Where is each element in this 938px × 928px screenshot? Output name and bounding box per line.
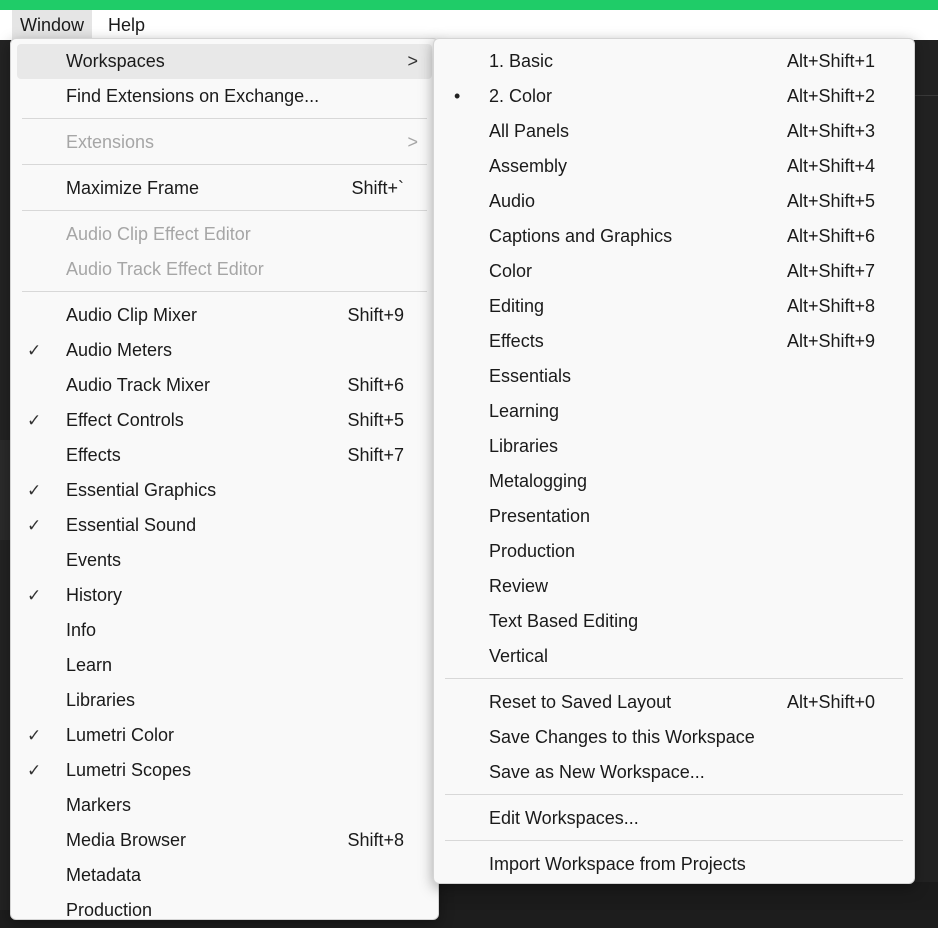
menu-item-label: Edit Workspaces... xyxy=(489,808,639,828)
menu-item-essential-graphics[interactable] xyxy=(11,473,438,508)
app-background-panel xyxy=(0,440,10,540)
menu-item-audio-meters[interactable] xyxy=(11,333,438,368)
menu-item-label: Essentials xyxy=(489,366,572,386)
menu-separator xyxy=(22,164,427,165)
app-background-right xyxy=(914,40,938,882)
menu-item-label: Learning xyxy=(489,401,560,421)
workspace-item-color[interactable] xyxy=(434,254,914,289)
menu-item-shortcut: Alt+Shift+4 xyxy=(787,156,876,176)
menu-item-label: Metalogging xyxy=(489,471,588,491)
menu-item-shortcut: Alt+Shift+2 xyxy=(787,86,876,106)
workspace-item-editing[interactable] xyxy=(434,289,914,324)
menu-item-label: Effects xyxy=(66,445,121,465)
menu-item-label: Save Changes to this Workspace xyxy=(489,727,755,747)
menu-item-label: Find Extensions on Exchange... xyxy=(66,86,320,106)
checkmark-icon: ✓ xyxy=(27,341,42,360)
menu-item-lumetri-scopes[interactable] xyxy=(11,753,438,788)
menu-item-shortcut: Alt+Shift+0 xyxy=(787,692,876,712)
submenu-arrow-icon: > xyxy=(407,51,418,71)
checkmark-icon: ✓ xyxy=(27,726,42,745)
menu-item-label: Production xyxy=(66,900,153,920)
menu-item-label: Import Workspace from Projects xyxy=(489,854,746,874)
menu-item-label: Markers xyxy=(66,795,132,815)
menu-item-label: Audio Meters xyxy=(66,340,173,360)
menu-separator xyxy=(445,840,903,841)
menu-item-label: Assembly xyxy=(489,156,568,176)
menu-item-label: History xyxy=(66,585,123,605)
workspace-item-learning[interactable] xyxy=(434,394,914,429)
menu-item-label: Extensions xyxy=(66,132,155,152)
menu-item-label: Lumetri Color xyxy=(66,725,175,745)
menu-item-label: Color xyxy=(489,261,533,281)
app-background-bottom xyxy=(438,882,938,910)
menu-item-libraries[interactable] xyxy=(11,683,438,718)
workspace-item-presentation[interactable] xyxy=(434,499,914,534)
menu-item-label: 1. Basic xyxy=(489,51,554,71)
app-top-accent-bar xyxy=(0,0,938,10)
menu-item-find-extensions[interactable] xyxy=(11,79,438,114)
menu-item-media-browser[interactable] xyxy=(11,823,438,858)
menu-separator xyxy=(22,210,427,211)
menu-item-shortcut: Shift+6 xyxy=(347,375,404,395)
checkmark-icon: ✓ xyxy=(27,516,42,535)
menu-item-production[interactable] xyxy=(11,893,438,928)
menu-item-label: Presentation xyxy=(489,506,591,526)
menu-item-label: Libraries xyxy=(66,690,136,710)
menu-item-shortcut: Shift+7 xyxy=(347,445,404,465)
window-menu xyxy=(10,38,439,920)
menu-item-extensions xyxy=(11,125,438,160)
menu-item-label: Effect Controls xyxy=(66,410,184,430)
menu-item-label: Audio xyxy=(489,191,536,211)
menu-item-shortcut: Alt+Shift+1 xyxy=(787,51,876,71)
checkmark-icon: ✓ xyxy=(27,481,42,500)
workspace-item-captions-graphics[interactable] xyxy=(434,219,914,254)
workspace-item-edit-workspaces[interactable] xyxy=(434,801,914,836)
menu-item-label: Lumetri Scopes xyxy=(66,760,192,780)
menu-item-label: Editing xyxy=(489,296,545,316)
menu-item-label: Audio Track Mixer xyxy=(66,375,211,395)
workspace-item-audio[interactable] xyxy=(434,184,914,219)
workspace-item-basic[interactable] xyxy=(434,44,914,79)
checkmark-icon: ✓ xyxy=(27,761,42,780)
menu-item-audio-track-effect-editor xyxy=(11,252,438,287)
menu-item-label: Essential Graphics xyxy=(66,480,217,500)
workspace-item-review[interactable] xyxy=(434,569,914,604)
menu-item-shortcut: Alt+Shift+7 xyxy=(787,261,876,281)
workspace-item-all-panels[interactable] xyxy=(434,114,914,149)
menu-item-label: Learn xyxy=(66,655,113,675)
menu-item-label: Captions and Graphics xyxy=(489,226,673,246)
menu-separator xyxy=(445,794,903,795)
menu-item-shortcut: Alt+Shift+8 xyxy=(787,296,876,316)
workspace-item-text-based-editing[interactable] xyxy=(434,604,914,639)
menu-item-label: Libraries xyxy=(489,436,559,456)
menu-item-audio-track-mixer[interactable] xyxy=(11,368,438,403)
workspace-item-assembly[interactable] xyxy=(434,149,914,184)
menu-item-shortcut: Alt+Shift+9 xyxy=(787,331,876,351)
workspace-item-save-new[interactable] xyxy=(434,755,914,790)
menu-item-metadata[interactable] xyxy=(11,858,438,893)
active-bullet-icon: • xyxy=(454,86,461,106)
menu-help[interactable]: Help xyxy=(108,15,146,35)
menu-item-info[interactable] xyxy=(11,613,438,648)
menu-item-shortcut: Alt+Shift+6 xyxy=(787,226,876,246)
menu-item-label: Info xyxy=(66,620,97,640)
menu-item-label: Workspaces xyxy=(66,51,165,71)
menu-item-lumetri-color[interactable] xyxy=(11,718,438,753)
submenu-arrow-icon: > xyxy=(407,132,418,152)
menu-item-label: Reset to Saved Layout xyxy=(489,692,672,712)
menu-item-label: Essential Sound xyxy=(66,515,197,535)
menu-item-effects[interactable] xyxy=(11,438,438,473)
workspace-item-libraries[interactable] xyxy=(434,429,914,464)
menu-item-label: Metadata xyxy=(66,865,142,885)
workspace-item-vertical[interactable] xyxy=(434,639,914,674)
workspace-item-metalogging[interactable] xyxy=(434,464,914,499)
menu-item-label: Audio Track Effect Editor xyxy=(66,259,264,279)
menu-bar xyxy=(0,10,938,40)
menu-item-markers[interactable] xyxy=(11,788,438,823)
menu-separator xyxy=(22,118,427,119)
checkmark-icon: ✓ xyxy=(27,411,42,430)
menu-item-learn[interactable] xyxy=(11,648,438,683)
menu-item-label: Events xyxy=(66,550,122,570)
workspace-item-effects[interactable] xyxy=(434,324,914,359)
menu-item-label: Save as New Workspace... xyxy=(489,762,705,782)
checkmark-icon: ✓ xyxy=(27,586,42,605)
menu-item-history[interactable] xyxy=(11,578,438,613)
menu-item-label: Effects xyxy=(489,331,544,351)
menu-item-essential-sound[interactable] xyxy=(11,508,438,543)
menu-window[interactable]: Window xyxy=(12,10,92,40)
menu-item-label: Text Based Editing xyxy=(489,611,639,631)
menu-item-label: Production xyxy=(489,541,576,561)
menu-item-effect-controls[interactable] xyxy=(11,403,438,438)
menu-item-label: Audio Clip Mixer xyxy=(66,305,198,325)
menu-separator xyxy=(22,291,427,292)
workspaces-submenu xyxy=(433,38,915,884)
menu-item-label: Review xyxy=(489,576,549,596)
workspace-item-production[interactable] xyxy=(434,534,914,569)
menu-item-maximize-frame[interactable] xyxy=(11,171,438,206)
menu-item-label: Vertical xyxy=(489,646,549,666)
menu-item-shortcut: Shift+9 xyxy=(347,305,404,325)
workspace-item-import-from-projects[interactable] xyxy=(434,847,914,882)
menu-separator xyxy=(445,678,903,679)
menu-item-shortcut: Alt+Shift+5 xyxy=(787,191,876,211)
workspace-item-save-changes[interactable] xyxy=(434,720,914,755)
menu-item-shortcut: Shift+8 xyxy=(347,830,404,850)
menu-item-label: Media Browser xyxy=(66,830,187,850)
menu-item-audio-clip-mixer[interactable] xyxy=(11,298,438,333)
workspace-item-reset-layout[interactable] xyxy=(434,685,914,720)
menu-item-audio-clip-effect-editor xyxy=(11,217,438,252)
menu-item-shortcut: Shift+5 xyxy=(347,410,404,430)
menu-item-events[interactable] xyxy=(11,543,438,578)
menu-item-label: All Panels xyxy=(489,121,570,141)
workspace-item-color-active[interactable] xyxy=(434,79,914,114)
menu-item-label: Maximize Frame xyxy=(66,178,200,198)
workspace-item-essentials[interactable] xyxy=(434,359,914,394)
menu-item-workspaces[interactable] xyxy=(11,44,438,79)
menu-item-shortcut: Shift+` xyxy=(351,178,404,198)
menu-item-label: Audio Clip Effect Editor xyxy=(66,224,251,244)
menu-item-shortcut: Alt+Shift+3 xyxy=(787,121,876,141)
menu-item-label: 2. Color xyxy=(489,86,553,106)
